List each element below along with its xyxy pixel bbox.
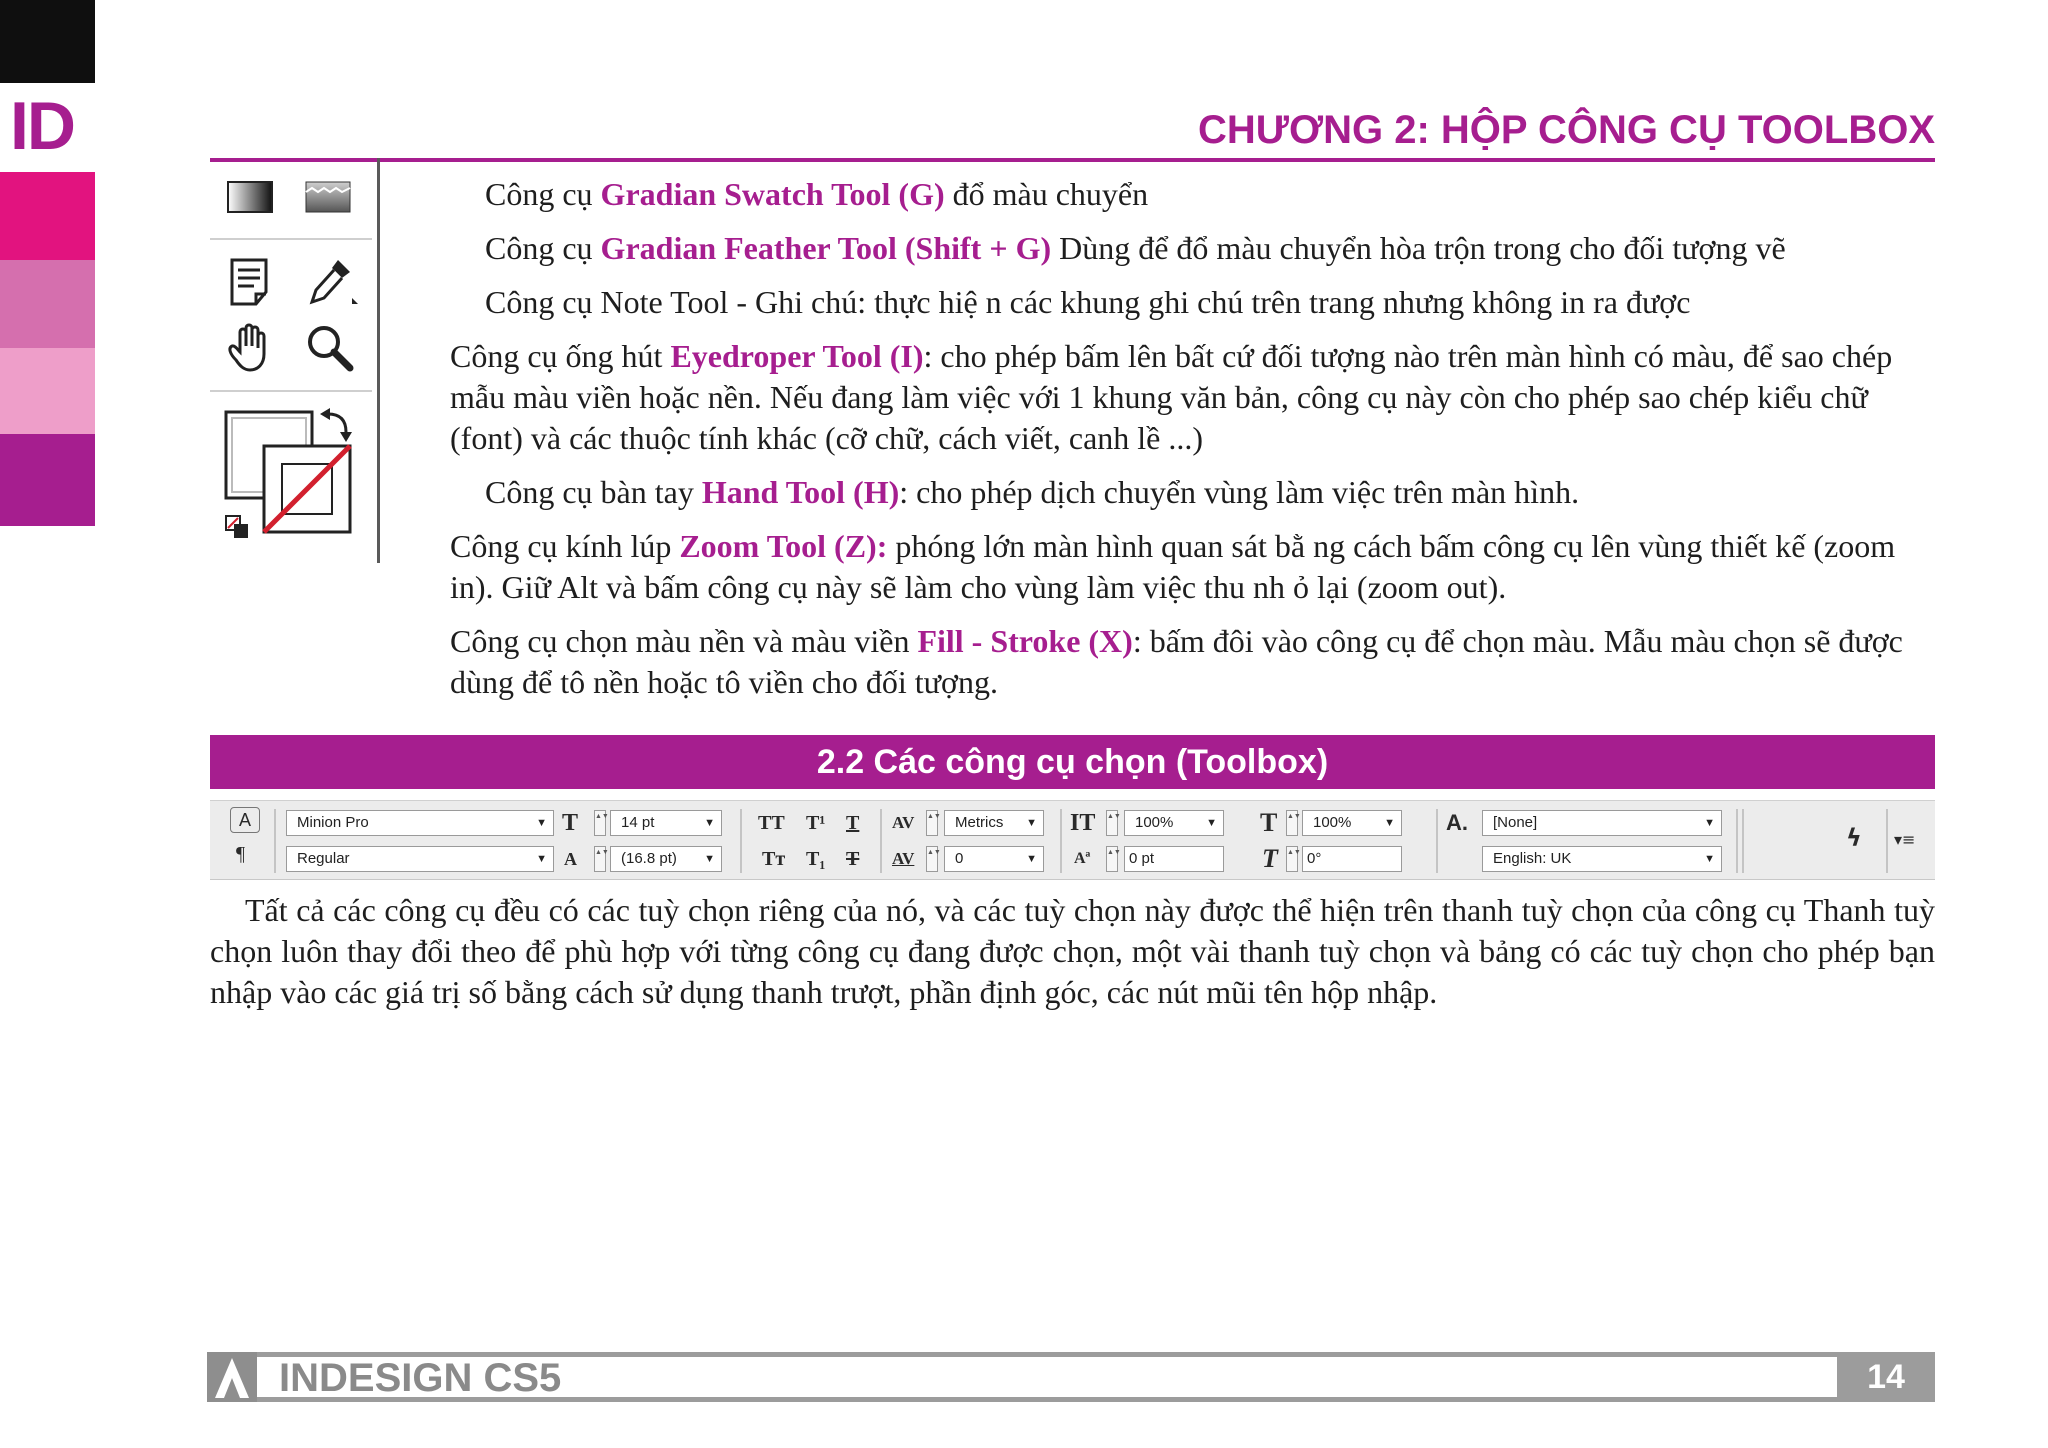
- separator: [1742, 809, 1744, 873]
- leading-icon: A: [564, 849, 577, 869]
- separator: [1886, 809, 1888, 873]
- zoom-tool-icon: [302, 320, 358, 376]
- tracking-spinner[interactable]: ▲▼: [926, 846, 938, 872]
- paragraph-note-tool: Công cụ Note Tool - Ghi chú: thực hiệ n các khung ghi chú trên trang nhưng không in ra được: [485, 284, 1691, 320]
- skew-field[interactable]: 0°: [1302, 846, 1402, 872]
- horizontal-scale-field[interactable]: 100% ▼: [1302, 810, 1402, 836]
- page-number: 14: [1837, 1352, 1935, 1402]
- baseline-shift-field[interactable]: 0 pt: [1124, 846, 1224, 872]
- baseline-shift-spinner[interactable]: ▲▼: [1106, 846, 1118, 872]
- strikethrough-icon[interactable]: T: [846, 848, 860, 870]
- character-control-bar: [210, 800, 1935, 880]
- tracking-icon: AV: [892, 849, 915, 868]
- horizontal-scale-icon: T: [1260, 808, 1278, 837]
- separator: [274, 809, 276, 873]
- font-size-field[interactable]: 14 pt ▼: [610, 810, 722, 836]
- edge-stripe-2: [0, 260, 95, 348]
- language-select[interactable]: English: UK ▼: [1482, 846, 1722, 872]
- kerning-icon: AV: [892, 813, 915, 832]
- paragraph-gradient-feather: Công cụ Gradian Feather Tool (Shift + G) Dùng để đổ màu chuyển hòa trộn trong cho đối tượng vẽ: [485, 230, 1786, 266]
- all-caps-icon[interactable]: TT: [758, 812, 785, 834]
- page-footer: [207, 1352, 1935, 1402]
- adobe-a-icon: [207, 1352, 257, 1402]
- edge-stripe-3: [0, 348, 95, 434]
- skew-spinner[interactable]: ▲▼: [1286, 846, 1298, 872]
- leading-field[interactable]: (16.8 pt) ▼: [610, 846, 722, 872]
- kerning-select[interactable]: Metrics ▼: [944, 810, 1044, 836]
- tool-descriptions: [450, 174, 1935, 716]
- skew-icon: T: [1262, 844, 1278, 873]
- note-tool-icon: [224, 256, 276, 310]
- chapter-rule: [210, 158, 1935, 162]
- edge-tab-black: [0, 0, 95, 83]
- character-mode-icon[interactable]: A: [230, 807, 260, 833]
- gradient-feather-tool-icon: [302, 178, 354, 218]
- lightning-icon[interactable]: ϟ: [1846, 824, 1862, 852]
- font-size-icon: T: [562, 810, 579, 836]
- toolbox-options-paragraph: Tất cả các công cụ đều có các tuỳ chọn riêng của nó, và các tuỳ chọn này được thể hiện trên thanh tuỳ chọn của công cụ Thanh tuỳ chọn luôn thay đổi theo để phù hợp với từng công cụ đang được chọn, một vài thanh tuỳ chọn và bảng có các tuỳ chọn cho phép bạn nhập vào các giá trị số bằng cách sử dụng thanh trượt, phần định góc, các nút mũi tên hộp nhập.: [210, 892, 1935, 1010]
- adobe-logo-icon: [207, 1352, 257, 1402]
- footer-title: INDESIGN CS5: [279, 1356, 562, 1400]
- chapter-title: CHƯƠNG 2: HỘP CÔNG CỤ TOOLBOX: [1198, 108, 1935, 152]
- fill-stroke-tool-icon: [216, 406, 366, 556]
- separator: [740, 809, 742, 873]
- font-family-select[interactable]: Minion Pro ▼: [286, 810, 554, 836]
- leading-spinner[interactable]: ▲▼: [594, 846, 606, 872]
- vertical-scale-spinner[interactable]: ▲▼: [1106, 810, 1118, 836]
- small-caps-icon[interactable]: Tт: [762, 848, 786, 870]
- baseline-shift-icon: Aª: [1074, 850, 1091, 867]
- superscript-icon[interactable]: T¹: [806, 812, 826, 834]
- separator: [1436, 809, 1438, 873]
- font-size-spinner[interactable]: ▲▼: [594, 810, 606, 836]
- character-style-select[interactable]: [None] ▼: [1482, 810, 1722, 836]
- tracking-field[interactable]: 0 ▼: [944, 846, 1044, 872]
- paragraph-mode-icon[interactable]: ¶: [236, 843, 246, 865]
- separator: [1736, 809, 1738, 873]
- paragraph-fill-stroke: Công cụ chọn màu nền và màu viền Fill - Stroke (X): bấm đôi vào công cụ để chọn màu. Mẫu màu chọn sẽ được dùng để tô nền hoặc tô viền cho đối tượng.: [450, 623, 1903, 700]
- hand-tool-icon: [222, 320, 278, 376]
- separator: [1060, 809, 1062, 873]
- panel-right-border: [377, 158, 380, 563]
- panel-divider: [210, 238, 372, 240]
- paragraph-eyedropper: Công cụ ống hút Eyedroper Tool (I): cho phép bấm lên bất cứ đối tượng nào trên màn hình có màu, để sao chép mẫu màu viền hoặc nền. Nếu đang làm việc với 1 khung văn bản, công cụ này còn cho phép sao chép kiểu chữ (font) và các thuộc tính khác (cỡ chữ, cách viết, canh lề ...): [450, 338, 1893, 456]
- character-style-icon: A.: [1446, 810, 1468, 835]
- panel-menu-icon[interactable]: ▾≡: [1894, 830, 1916, 849]
- paragraph-zoom-tool: Công cụ kính lúp Zoom Tool (Z): phóng lớn màn hình quan sát bằ ng cách bấm công cụ lên vùng thiết kế (zoom in). Giữ Alt và bấm công cụ này sẽ làm cho vùng làm việc thu nh ỏ lại (zoom out).: [450, 528, 1896, 605]
- vertical-scale-icon: IT: [1070, 810, 1096, 836]
- separator: [880, 809, 882, 873]
- vertical-scale-field[interactable]: 100% ▼: [1124, 810, 1224, 836]
- gradient-swatch-tool-icon: [224, 178, 276, 218]
- toolbox-panel-image: [210, 158, 385, 563]
- eyedropper-tool-icon: [302, 254, 360, 312]
- subscript-icon[interactable]: T₁: [806, 848, 826, 870]
- edge-stripe-4: [0, 434, 95, 526]
- paragraph-hand-tool: Công cụ bàn tay Hand Tool (H): cho phép dịch chuyển vùng làm việc trên màn hình.: [485, 474, 1580, 510]
- font-style-select[interactable]: Regular ▼: [286, 846, 554, 872]
- kerning-spinner[interactable]: ▲▼: [926, 810, 938, 836]
- horizontal-scale-spinner[interactable]: ▲▼: [1286, 810, 1298, 836]
- paragraph-gradient-swatch: Công cụ Gradian Swatch Tool (G) đổ màu chuyển: [485, 176, 1149, 212]
- underline-icon[interactable]: T: [846, 812, 860, 834]
- section-heading: 2.2 Các công cụ chọn (Toolbox): [210, 735, 1935, 789]
- edge-stripe-1: [0, 172, 95, 260]
- edge-tab-label: ID: [10, 88, 74, 164]
- panel-divider: [210, 390, 372, 392]
